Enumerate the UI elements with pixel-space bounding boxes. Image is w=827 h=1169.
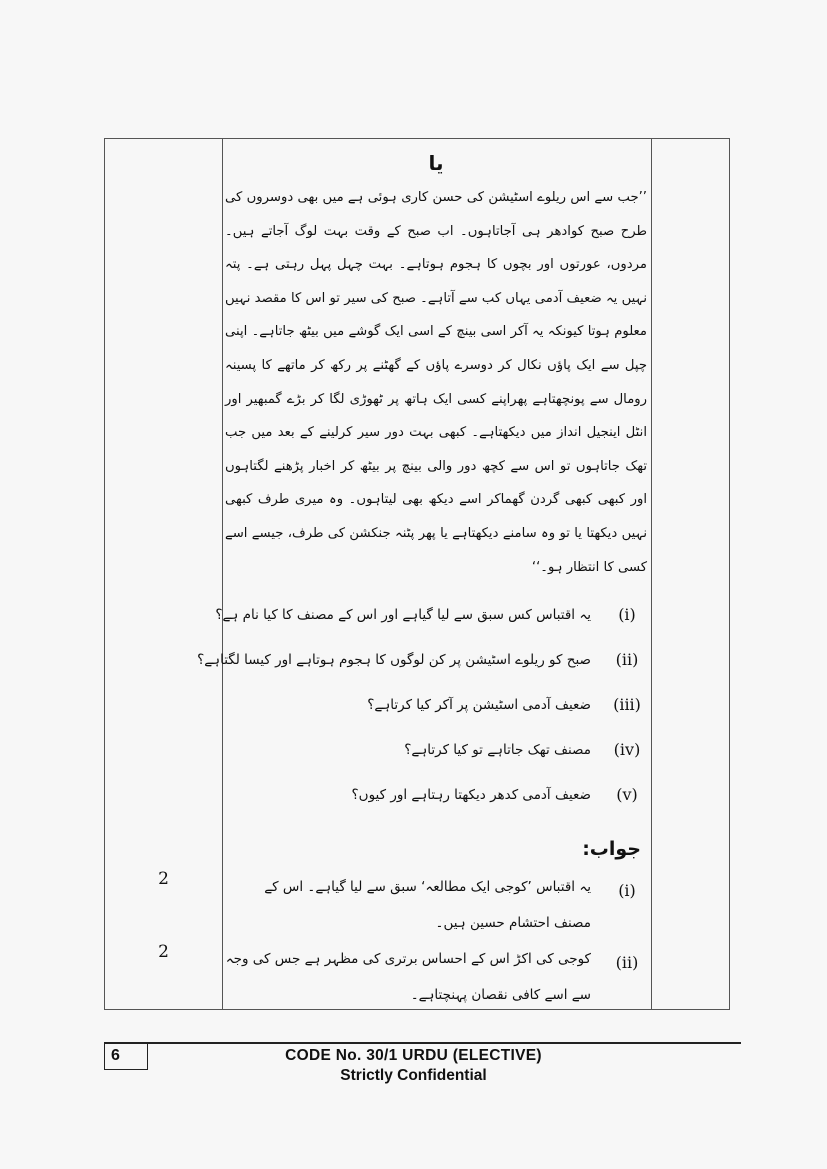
column-divider-marks — [222, 139, 223, 1009]
marks-value: 2 — [158, 942, 169, 962]
marks-value: 2 — [158, 869, 169, 889]
question-text: صبح کو ریلوے اسٹیشن پر کن لوگوں کا ہجوم ہوتاہے اور کیسا لگتاہے؟ — [197, 652, 591, 669]
answer-text: یہ اقتباس ’کوجی ایک مطالعہ‘ سبق سے لیا گیاہے۔ اس کے مصنف احتشام حسین ہیں۔ — [264, 879, 591, 932]
answer-text: کوجی کی اکڑ اس کے احساس برتری کی مظہر ہے جس کی وجہ سے اسے کافی نقصان پہنچتاہے۔ — [225, 951, 591, 1004]
question-text: مصنف تھک جاتاہے تو کیا کرتاہے؟ — [404, 742, 591, 759]
or-heading: یا — [428, 151, 444, 175]
answer-number: (i) — [618, 881, 636, 901]
column-divider-qnum — [651, 139, 652, 1009]
question-number: (ii) — [615, 650, 639, 670]
answer-heading: جواب: — [582, 838, 641, 861]
confidential-label: Strictly Confidential — [340, 1067, 487, 1084]
answer-number: (ii) — [615, 953, 639, 973]
question-number: (iii) — [613, 695, 641, 715]
question-content — [197, 143, 647, 1013]
passage-text: ’’جب سے اس ریلوے اسٹیشن کی حسن کاری ہوئی ہے میں بھی دوسروں کی طرح صبح کوادھر ہی آجاتاہوں۔ اب صبح کے وقت بہت لوگ آجاتے ہیں۔ مردوں، عورتوں اور بچوں کا ہجوم ہوتاہے۔ بہت چہل پہل رہتی ہے۔ پتہ نہیں یہ ضعیف آدمی یہاں کب سے آتاہے۔ صبح کی سیر تو اس کا مقصد نہیں معلوم ہوتا کیونکہ یہ آکر اسی بینچ کے اسی ایک گوشے میں بیٹھ جاتاہے۔ اپنی چپل سے ایک پاؤں نکال کر دوسرے پاؤں کے گھٹنے پر رکھ کر ماتھے کا پسینہ رومال سے پونچھتاہے پھراپنے کسی ایک ہاتھ پر ٹھوڑی لگا کر بڑے گمبھیر اور انٹل اینجیل انداز میں دیکھتاہے۔ کبھی بہت دور سیر کرلینے کے بعد میں جب تھک جاتاہوں تو اس سے کچھ دور والی بینچ پر بیٹھ کر اخبار پڑھنے لگتاہوں اور کبھی کبھی گردن گھماکر اسے دیکھ بھی لیتاہوں۔ وہ میری طرف کبھی نہیں دیکھتا یا تو وہ سامنے دیکھتاہے یا پھر پٹنہ جنکشن کی طرف، جیسے اسے کسی کا انتظار ہو۔‘‘ — [225, 190, 647, 575]
question-text: ضعیف آدمی کدھر دیکھتا رہتاہے اور کیوں؟ — [351, 787, 591, 804]
question-number: (iv) — [613, 740, 641, 760]
question-text: یہ اقتباس کس سبق سے لیا گیاہے اور اس کے مصنف کا کیا نام ہے؟ — [215, 607, 591, 624]
question-list — [197, 598, 647, 823]
paper-code: CODE No. 30/1 URDU (ELECTIVE) — [285, 1047, 542, 1064]
answer-item — [225, 869, 647, 941]
answer-item — [225, 941, 647, 1013]
question-number: (i) — [618, 605, 636, 625]
question-number: (v) — [616, 785, 638, 805]
question-item — [225, 733, 647, 778]
question-text: ضعیف آدمی اسٹیشن پر آکر کیا کرتاہے؟ — [367, 697, 591, 714]
question-item — [225, 778, 647, 823]
question-item — [225, 688, 647, 733]
footer-divider — [104, 1042, 741, 1044]
question-item — [215, 598, 647, 643]
marking-scheme-table — [104, 138, 730, 1010]
question-item — [197, 643, 647, 688]
page-number: 6 — [104, 1042, 148, 1070]
